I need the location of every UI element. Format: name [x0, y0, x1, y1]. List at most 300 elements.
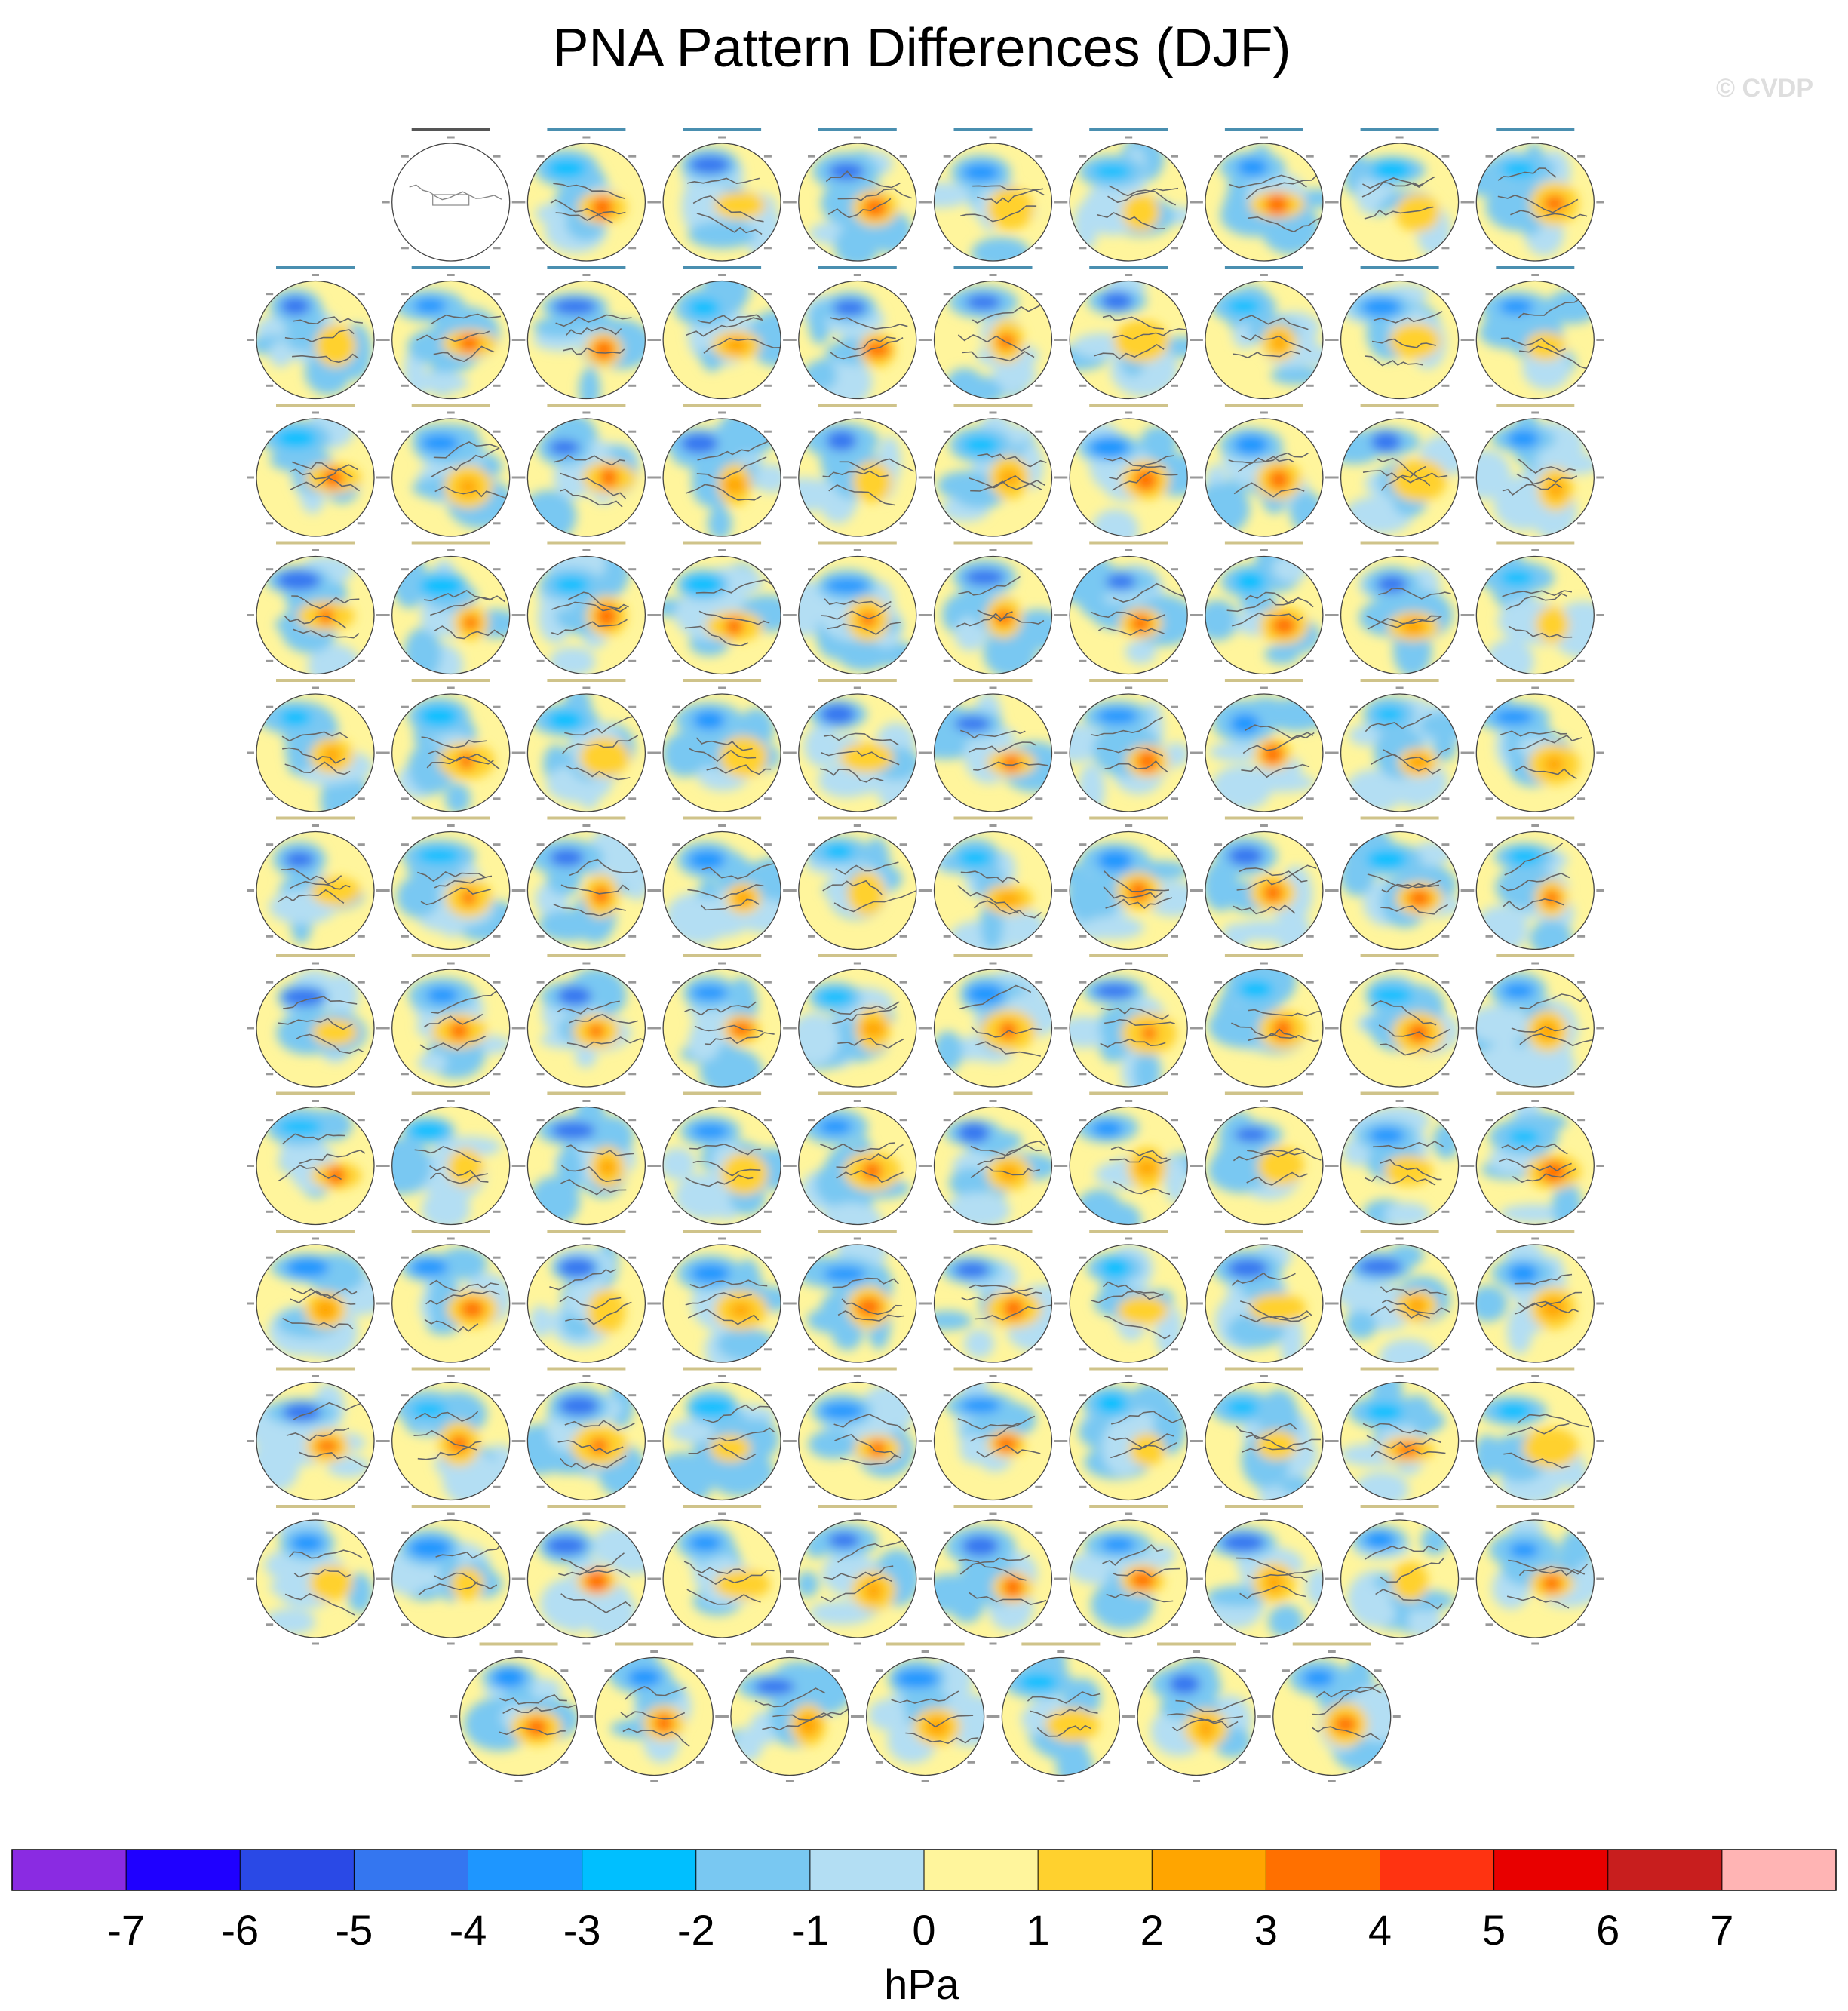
rim-tick-label — [1193, 1650, 1200, 1653]
rim-tick-label — [1306, 1532, 1314, 1534]
rim-tick-label — [1485, 1532, 1493, 1534]
map-panel — [517, 817, 655, 957]
panel-caption — [412, 1230, 490, 1233]
rim-tick-label — [1441, 843, 1449, 846]
rim-tick-label — [854, 1238, 861, 1240]
rim-tick-label — [1035, 1486, 1042, 1488]
map-panel — [1331, 1230, 1469, 1375]
rim-tick-label — [628, 1394, 636, 1396]
rim-tick-label — [764, 1394, 772, 1396]
rim-tick-label — [718, 412, 726, 414]
rim-tick-label — [1577, 522, 1585, 524]
rim-tick-label — [854, 963, 861, 965]
rim-tick-label — [1079, 981, 1086, 984]
rim-tick-label — [1331, 339, 1339, 341]
rim-tick-label — [1306, 247, 1314, 249]
rim-tick-label — [1531, 1375, 1539, 1377]
rim-tick-label — [1125, 274, 1132, 276]
panel-caption — [547, 1505, 625, 1508]
rim-tick-label — [537, 431, 545, 433]
rim-tick-label — [925, 752, 932, 754]
rim-tick-label — [1306, 935, 1314, 938]
rim-tick-label — [450, 1715, 458, 1718]
map-panel — [247, 1505, 384, 1645]
map-panel — [1466, 679, 1604, 819]
panel-caption — [412, 679, 490, 682]
rim-tick-label — [764, 935, 772, 938]
map-panel — [450, 1643, 588, 1783]
map-panel — [1048, 266, 1210, 407]
rim-tick-label — [672, 706, 680, 708]
rim-tick-label — [718, 1375, 726, 1377]
rim-tick-label — [312, 412, 319, 414]
rim-tick-label — [990, 1375, 997, 1377]
rim-tick-label — [1306, 1073, 1314, 1075]
map-panel — [382, 1230, 520, 1370]
map-panel — [1465, 128, 1604, 269]
rim-tick-label — [808, 1211, 815, 1213]
rim-tick-label — [789, 477, 797, 479]
rim-tick-label — [808, 1073, 815, 1075]
rim-tick-label — [628, 385, 636, 387]
rim-tick-label — [517, 614, 525, 616]
map-panel — [857, 1643, 1004, 1783]
colorbar — [12, 1850, 1837, 1954]
rim-tick-label — [854, 274, 861, 276]
rim-tick-label — [312, 687, 319, 689]
rim-tick-label — [854, 1643, 861, 1645]
map-panel — [247, 1230, 391, 1370]
panel-caption — [1361, 128, 1439, 131]
rim-tick-label — [1350, 1211, 1358, 1213]
rim-tick-label — [1060, 1440, 1067, 1442]
rim-tick-label — [808, 1257, 815, 1259]
rim-tick-label — [925, 614, 932, 616]
panel-caption — [818, 1368, 897, 1371]
rim-tick-label — [854, 824, 861, 827]
anomaly-field — [392, 832, 520, 950]
anomaly-field — [1341, 694, 1472, 812]
rim-tick-label — [401, 1211, 409, 1213]
rim-tick-label — [900, 293, 907, 295]
panel-caption — [276, 1092, 355, 1095]
map-panel — [921, 1505, 1062, 1645]
map-panel — [925, 1092, 1062, 1233]
panel-caption — [1496, 817, 1574, 820]
panel-caption — [1496, 128, 1574, 131]
rim-tick-label — [628, 797, 636, 800]
rim-tick-label — [515, 1650, 523, 1653]
panel-caption — [547, 128, 625, 131]
anomaly-field — [1070, 1107, 1204, 1238]
rim-tick-label — [764, 1348, 772, 1350]
rim-tick-label — [808, 1348, 815, 1350]
rim-tick-label — [447, 274, 455, 276]
rim-tick-label — [1466, 1027, 1474, 1030]
rim-tick-label — [517, 1165, 525, 1167]
rim-tick-label — [1214, 1073, 1222, 1075]
rim-tick-label — [944, 1119, 951, 1121]
rim-tick-label — [764, 247, 772, 249]
map-panel — [1466, 542, 1617, 685]
map-panel — [1060, 1230, 1197, 1370]
rim-tick-label — [1079, 706, 1086, 708]
anomaly-field — [1048, 269, 1210, 398]
map-panel — [1196, 1505, 1333, 1645]
rim-tick-label — [312, 1643, 319, 1645]
panel-caption — [683, 1230, 761, 1233]
panel-caption — [954, 1368, 1033, 1371]
map-panel — [789, 128, 926, 269]
panel-caption — [1225, 1368, 1303, 1371]
rim-tick-label — [1196, 1578, 1203, 1580]
rim-tick-label — [1306, 1348, 1314, 1350]
rim-tick-label — [1171, 155, 1178, 158]
rim-tick-label — [1350, 843, 1358, 846]
rim-tick-label — [401, 1073, 409, 1075]
rim-tick-label — [247, 1165, 254, 1167]
panel-caption — [1089, 679, 1168, 682]
anomaly-field — [1070, 1245, 1187, 1362]
rim-tick-label — [1196, 1165, 1203, 1167]
rim-tick-label — [1531, 963, 1539, 965]
rim-tick-label — [1011, 1761, 1019, 1764]
rim-tick-label — [789, 339, 797, 341]
rim-tick-label — [1596, 477, 1604, 479]
rim-tick-label — [1260, 1513, 1268, 1515]
anomaly-field — [1058, 969, 1187, 1097]
rim-tick-label — [944, 843, 951, 846]
panel-caption — [412, 1092, 490, 1095]
rim-tick-label — [653, 752, 661, 754]
rim-tick-label — [1214, 1394, 1222, 1396]
rim-tick-label — [808, 935, 815, 938]
map-panel — [247, 542, 384, 688]
rim-tick-label — [1171, 431, 1178, 433]
rim-tick-label — [604, 1761, 612, 1764]
rim-tick-label — [1260, 1238, 1268, 1240]
rim-tick-label — [1441, 660, 1449, 662]
rim-tick-label — [925, 1027, 932, 1030]
rim-tick-label — [967, 1669, 975, 1672]
rim-tick-label — [764, 522, 772, 524]
map-panel — [652, 542, 795, 682]
rim-tick-label — [401, 660, 409, 662]
rim-tick-label — [401, 522, 409, 524]
rim-tick-label — [1035, 1394, 1042, 1396]
rim-tick-label — [1466, 1578, 1474, 1580]
rim-tick-label — [1331, 1578, 1339, 1580]
rim-tick-label — [944, 935, 951, 938]
rim-tick-label — [537, 1257, 545, 1259]
map-panel — [1331, 954, 1469, 1095]
map-panel — [1051, 817, 1201, 957]
rim-tick-label — [1214, 843, 1222, 846]
anomaly-field — [1465, 143, 1595, 261]
anomaly-field — [1196, 537, 1322, 674]
anomaly-field — [1469, 1236, 1595, 1362]
rim-tick-label — [493, 981, 501, 984]
anomaly-field — [527, 1520, 661, 1639]
map-panel — [517, 128, 655, 269]
rim-tick-label — [1196, 201, 1203, 204]
rim-tick-label — [537, 843, 545, 846]
panel-caption — [276, 542, 355, 545]
map-panel — [247, 1092, 384, 1233]
panel-caption — [276, 954, 355, 957]
map-panel — [247, 1368, 384, 1508]
rim-tick-label — [1577, 935, 1585, 938]
anomaly-field — [799, 832, 918, 950]
rim-tick-label — [1485, 522, 1493, 524]
panel-caption — [683, 1505, 761, 1508]
anomaly-field — [1070, 419, 1205, 550]
map-panel — [721, 1643, 858, 1783]
rim-tick-label — [672, 1211, 680, 1213]
panel-caption — [886, 1643, 965, 1646]
rim-tick-label — [447, 412, 455, 414]
rim-tick-label — [358, 660, 365, 662]
rim-tick-label — [628, 1486, 636, 1488]
rim-tick-label — [900, 1348, 907, 1350]
map-panel — [517, 679, 655, 819]
rim-tick-label — [789, 1440, 797, 1442]
rim-tick-label — [1239, 1761, 1246, 1764]
rim-tick-label — [628, 843, 636, 846]
panel-caption — [683, 1368, 761, 1371]
map-panel — [1466, 1230, 1604, 1370]
rim-tick-label — [493, 706, 501, 708]
panel-caption — [954, 404, 1033, 407]
anomaly-field — [1193, 419, 1323, 536]
map-panel — [1060, 128, 1197, 269]
rim-tick-label — [582, 1375, 590, 1377]
anomaly-field — [527, 1093, 645, 1226]
rim-tick-label — [537, 1394, 545, 1396]
rim-tick-label — [517, 889, 525, 892]
map-panel — [247, 266, 384, 407]
rim-tick-label — [1393, 1715, 1401, 1718]
rim-tick-label — [944, 706, 951, 708]
rim-tick-label — [1331, 752, 1339, 754]
rim-tick-label — [672, 797, 680, 800]
map-panel — [369, 1092, 519, 1233]
rim-tick-label — [1396, 687, 1404, 689]
panel-caption — [818, 679, 897, 682]
rim-tick-label — [900, 843, 907, 846]
rim-tick-label — [537, 155, 545, 158]
rim-tick-label — [672, 1486, 680, 1488]
rim-tick-label — [718, 824, 726, 827]
rim-tick-label — [1306, 843, 1314, 846]
rim-tick-label — [900, 935, 907, 938]
rim-tick-label — [1171, 293, 1178, 295]
rim-tick-label — [653, 1578, 661, 1580]
rim-tick-label — [718, 137, 726, 139]
rim-tick-label — [1350, 1257, 1358, 1259]
anomaly-field — [1067, 1520, 1187, 1638]
map-panel — [517, 1230, 655, 1370]
rim-tick-label — [990, 412, 997, 414]
rim-tick-label — [266, 293, 273, 295]
map-panel — [789, 817, 926, 957]
rim-tick-label — [789, 752, 797, 754]
map-panel-grid — [247, 128, 1617, 1786]
rim-tick-label — [628, 981, 636, 984]
rim-tick-label — [1466, 1440, 1474, 1442]
map-panel — [382, 1505, 520, 1645]
rim-tick-label — [1171, 568, 1178, 570]
rim-tick-label — [1035, 1532, 1042, 1534]
rim-tick-label — [1485, 155, 1493, 158]
rim-tick-label — [1171, 981, 1178, 984]
panel-caption — [1496, 1505, 1574, 1508]
panel-caption — [1496, 266, 1574, 269]
rim-tick-label — [854, 687, 861, 689]
reference-map-panel — [382, 128, 520, 269]
rim-tick-label — [1060, 1303, 1067, 1305]
rim-tick-label — [1306, 568, 1314, 570]
rim-tick-label — [1596, 889, 1604, 892]
rim-tick-label — [382, 201, 390, 204]
rim-tick-label — [1214, 568, 1222, 570]
rim-tick-label — [944, 1486, 951, 1488]
rim-tick-label — [1079, 1532, 1086, 1534]
rim-tick-label — [1531, 824, 1539, 827]
rim-tick-label — [944, 293, 951, 295]
rim-tick-label — [1396, 137, 1404, 139]
rim-tick-label — [672, 1532, 680, 1534]
rim-tick-label — [493, 843, 501, 846]
panel-caption — [1089, 817, 1168, 820]
rim-tick-label — [1396, 549, 1404, 551]
rim-tick-label — [672, 660, 680, 662]
anomaly-field — [1137, 1658, 1255, 1776]
map-panel — [1196, 1230, 1333, 1370]
rim-tick-label — [900, 660, 907, 662]
rim-tick-label — [1466, 201, 1474, 204]
rim-tick-label — [764, 1073, 772, 1075]
rim-tick-label — [721, 1715, 729, 1718]
rim-tick-label — [1171, 522, 1178, 524]
anomaly-field — [1051, 832, 1201, 950]
rim-tick-label — [990, 687, 997, 689]
map-panel — [517, 537, 655, 681]
rim-tick-label — [1260, 412, 1268, 414]
anomaly-field — [527, 281, 652, 411]
colorbar-tick-label: 2 — [1140, 1906, 1164, 1954]
rim-tick-label — [808, 706, 815, 708]
map-panel — [247, 817, 384, 957]
anomaly-field — [786, 969, 916, 1087]
rim-tick-label — [1060, 477, 1067, 479]
map-panel — [652, 1368, 791, 1508]
rim-tick-label — [1577, 1486, 1585, 1488]
rim-tick-label — [1596, 201, 1604, 204]
rim-tick-label — [1441, 935, 1449, 938]
panel-caption — [1361, 266, 1439, 269]
colorbar-tick-label: -3 — [563, 1906, 601, 1954]
rim-tick-label — [1060, 1578, 1067, 1580]
map-panel — [925, 817, 1062, 957]
rim-tick-label — [247, 752, 254, 754]
panel-caption — [1361, 954, 1439, 957]
rim-tick-label — [266, 797, 273, 800]
rim-tick-label — [358, 1211, 365, 1213]
panel-caption — [818, 1505, 897, 1508]
rim-tick-label — [1196, 339, 1203, 341]
map-panel — [1331, 1366, 1469, 1507]
rim-tick-label — [653, 201, 661, 204]
rim-tick-label — [900, 1211, 907, 1213]
rim-tick-label — [967, 1761, 975, 1764]
rim-tick-label — [1196, 1303, 1203, 1305]
rim-tick-label — [1350, 981, 1358, 984]
rim-tick-label — [808, 568, 815, 570]
rim-tick-label — [672, 843, 680, 846]
rim-tick-label — [537, 568, 545, 570]
rim-tick-label — [1079, 935, 1086, 938]
anomaly-field — [1454, 969, 1596, 1101]
rim-tick-label — [1331, 477, 1339, 479]
rim-tick-label — [1485, 431, 1493, 433]
panel-caption — [954, 1230, 1033, 1233]
rim-tick-label — [1396, 1513, 1404, 1515]
panel-caption — [954, 1505, 1033, 1508]
rim-tick-label — [718, 1100, 726, 1102]
rim-tick-label — [944, 797, 951, 800]
panel-caption — [1225, 954, 1303, 957]
panel-caption — [1361, 1230, 1439, 1233]
rim-tick-label — [1171, 1532, 1178, 1534]
rim-tick-label — [1441, 431, 1449, 433]
rim-tick-label — [582, 687, 590, 689]
rim-tick-label — [1350, 431, 1358, 433]
colorbar-tick-label: 7 — [1710, 1906, 1734, 1954]
rim-tick-label — [1531, 1238, 1539, 1240]
colorbar-tick-label: -2 — [677, 1906, 715, 1954]
map-panel — [789, 266, 926, 407]
rim-tick-label — [247, 614, 254, 616]
anomaly-field — [1341, 969, 1459, 1087]
panel-caption — [954, 266, 1033, 269]
rim-tick-label — [447, 1513, 455, 1515]
rim-tick-label — [718, 1513, 726, 1515]
anomaly-field — [935, 413, 1052, 536]
rim-tick-label — [1260, 1375, 1268, 1377]
anomaly-field — [663, 1520, 781, 1638]
rim-tick-label — [1441, 981, 1449, 984]
map-panel — [1466, 1368, 1604, 1508]
rim-tick-label — [493, 1532, 501, 1534]
rim-tick-label — [401, 706, 409, 708]
rim-tick-label — [718, 687, 726, 689]
rim-tick-label — [1057, 1650, 1064, 1653]
rim-tick-label — [764, 431, 772, 433]
rim-tick-label — [900, 522, 907, 524]
rim-tick-label — [900, 981, 907, 984]
panel-caption — [1089, 404, 1168, 407]
rim-tick-label — [832, 1761, 840, 1764]
rim-tick-label — [1531, 1100, 1539, 1102]
panel-caption — [1089, 542, 1168, 545]
rim-tick-label — [1306, 660, 1314, 662]
rim-tick-label — [1350, 1486, 1358, 1488]
rim-tick-label — [1485, 1623, 1493, 1626]
rim-tick-label — [1035, 935, 1042, 938]
anomaly-field — [1341, 143, 1459, 261]
rim-tick-label — [1531, 687, 1539, 689]
